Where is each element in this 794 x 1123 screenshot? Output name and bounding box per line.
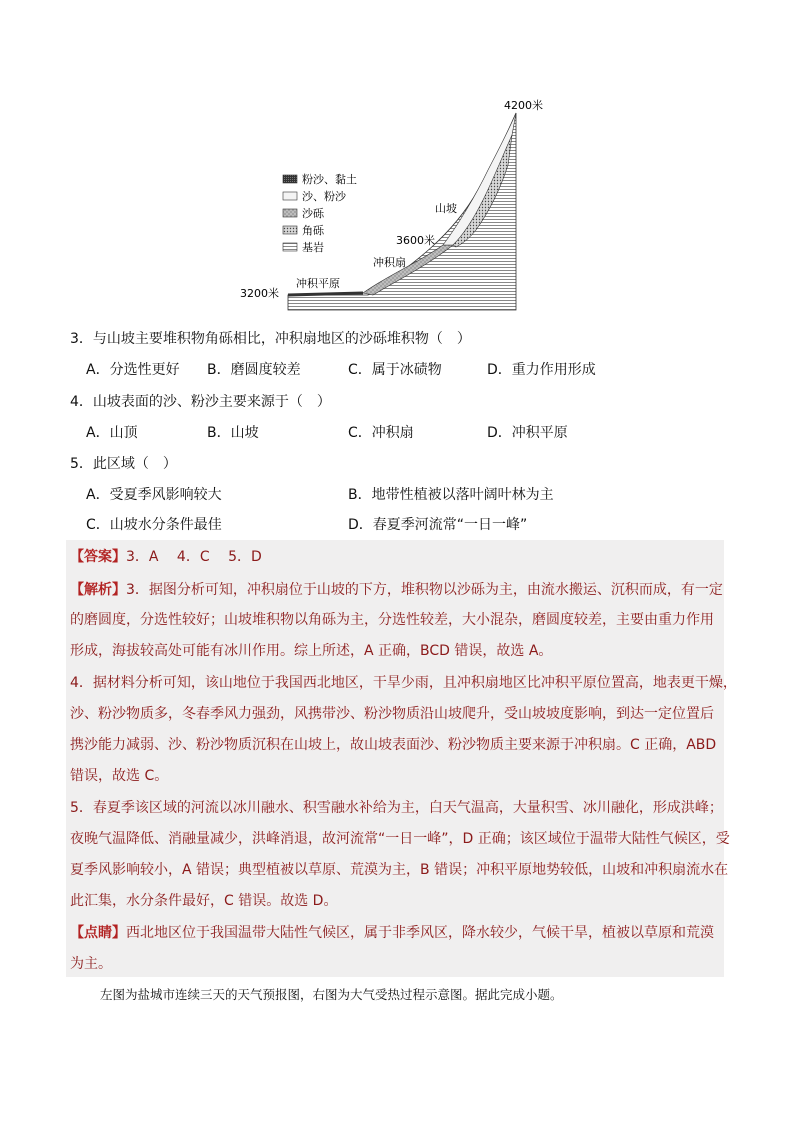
q4-option-b: B．山坡 [207,425,259,441]
slope-profile-figure [238,95,543,320]
comment-text-0: 西北地区位于我国温带大陆性气候区，属于非季风区，降水较少，气候干旱，植被以草原和荒漠 [126,925,714,941]
comment-line-1: 为主。 [70,956,112,972]
analysis-text-0: 3．据图分析可知，冲积扇位于山坡的下方，堆积物以沙砾为主，由流水搬运、沉积而成，有一定 [126,582,723,598]
label-4200: 4200米 [504,99,543,112]
label-3200: 3200米 [240,287,279,300]
q4-option-a: A．山顶 [86,425,138,441]
analysis-line-8: 夜晚气温降低、消融量减少，洪峰消退，故河流常“一日一峰”，D 正确；该区域位于温带大陆性气候区，受 [70,831,730,847]
legend-swatch-breccia [283,226,297,234]
analysis-line-4: 沙、粉沙物质多，冬春季风力强劲，风携带沙、粉沙物质沿山坡爬升，受山坡坡度影响，到达一定位置后 [70,706,714,722]
analysis-line-2: 形成，海拔较高处可能有冰川作用。综上所述，A 正确，BCD 错误，故选 A。 [70,643,553,659]
next-question-intro: 左图为盐城市连续三天的天气预报图，右图为大气受热过程示意图。据此完成小题。 [100,987,563,1002]
question-4-stem: 4．山坡表面的沙、粉沙主要来源于（ ） [70,394,331,410]
label-fan: 冲积扇 [373,256,406,269]
q3-option-b: B．磨圆度较差 [207,362,301,378]
analysis-line-10: 此汇集，水分条件最好，C 错误。故选 D。 [70,893,338,909]
q3-option-d: D．重力作用形成 [487,362,596,378]
analysis-line-3: 4．据材料分析可知，该山地位于我国西北地区，干旱少雨，且冲积扇地区比冲积平原位置高，地表更干燥， [70,675,737,691]
legend-swatch-sand [283,192,297,200]
legend [283,172,357,254]
comment-line-0 [70,923,714,943]
answer-panel [66,540,724,977]
q3-option-c: C．属于冰碛物 [348,362,442,378]
analysis-line-6: 错误，故选 C。 [70,768,169,784]
question-5-stem: 5．此区域（ ） [70,456,177,472]
legend-label-4: 基岩 [302,241,324,254]
q4-option-d: D．冲积平原 [487,425,568,441]
analysis-line-7: 5．春夏季该区域的河流以冰川融水、积雪融水补给为主，白天气温高，大量积雪、冰川融化，形成洪峰； [70,800,723,816]
label-slope: 山坡 [435,202,457,215]
comment-tag: 【点睛】 [70,925,126,941]
label-3600: 3600米 [396,234,435,247]
q5-option-d: D．春夏季河流常“一日一峰” [348,517,528,533]
legend-swatch-silt-clay [283,175,297,183]
legend-swatch-bedrock [283,243,297,251]
analysis-line-1: 的磨圆度，分选性较好；山坡堆积物以角砾为主，分选性较差，大小混杂，磨圆度较差，主要由重力作用 [70,612,714,628]
slope-profile-svg [238,95,543,320]
legend-label-0: 粉沙、黏土 [302,173,357,186]
label-plain: 冲积平原 [296,277,340,290]
plain-surface [288,293,363,295]
q4-option-c: C．冲积扇 [348,425,414,441]
q3-option-a: A．分选性更好 [86,362,180,378]
legend-label-2: 沙砾 [302,207,324,220]
analysis-tag: 【解析】 [70,582,126,598]
analysis-line-9: 夏季风影响较小，A 错误；典型植被以草原、荒漠为主，B 错误；冲积平原地势较低，山坡和冲积扇流水在 [70,862,729,878]
q5-option-b: B．地带性植被以落叶阔叶林为主 [348,487,554,503]
question-3-stem: 3．与山坡主要堆积物角砾相比，冲积扇地区的沙砾堆积物（ ） [70,331,471,347]
q5-option-c: C．山坡水分条件最佳 [86,517,222,533]
answer-text: 3．A 4．C 5．D [126,549,262,565]
answer-tag: 【答案】 [70,549,126,565]
legend-label-1: 沙、粉沙 [302,190,346,203]
q5-option-a: A．受夏季风影响较大 [86,487,222,503]
analysis-line-5: 携沙能力减弱、沙、粉沙物质沉积在山坡上，故山坡表面沙、粉沙物质主要来源于冲积扇。C 正确，ABD [70,737,717,753]
answer-line [70,547,262,567]
analysis-line-0 [70,580,723,600]
legend-label-3: 角砾 [302,224,324,237]
legend-swatch-gravel [283,209,297,217]
